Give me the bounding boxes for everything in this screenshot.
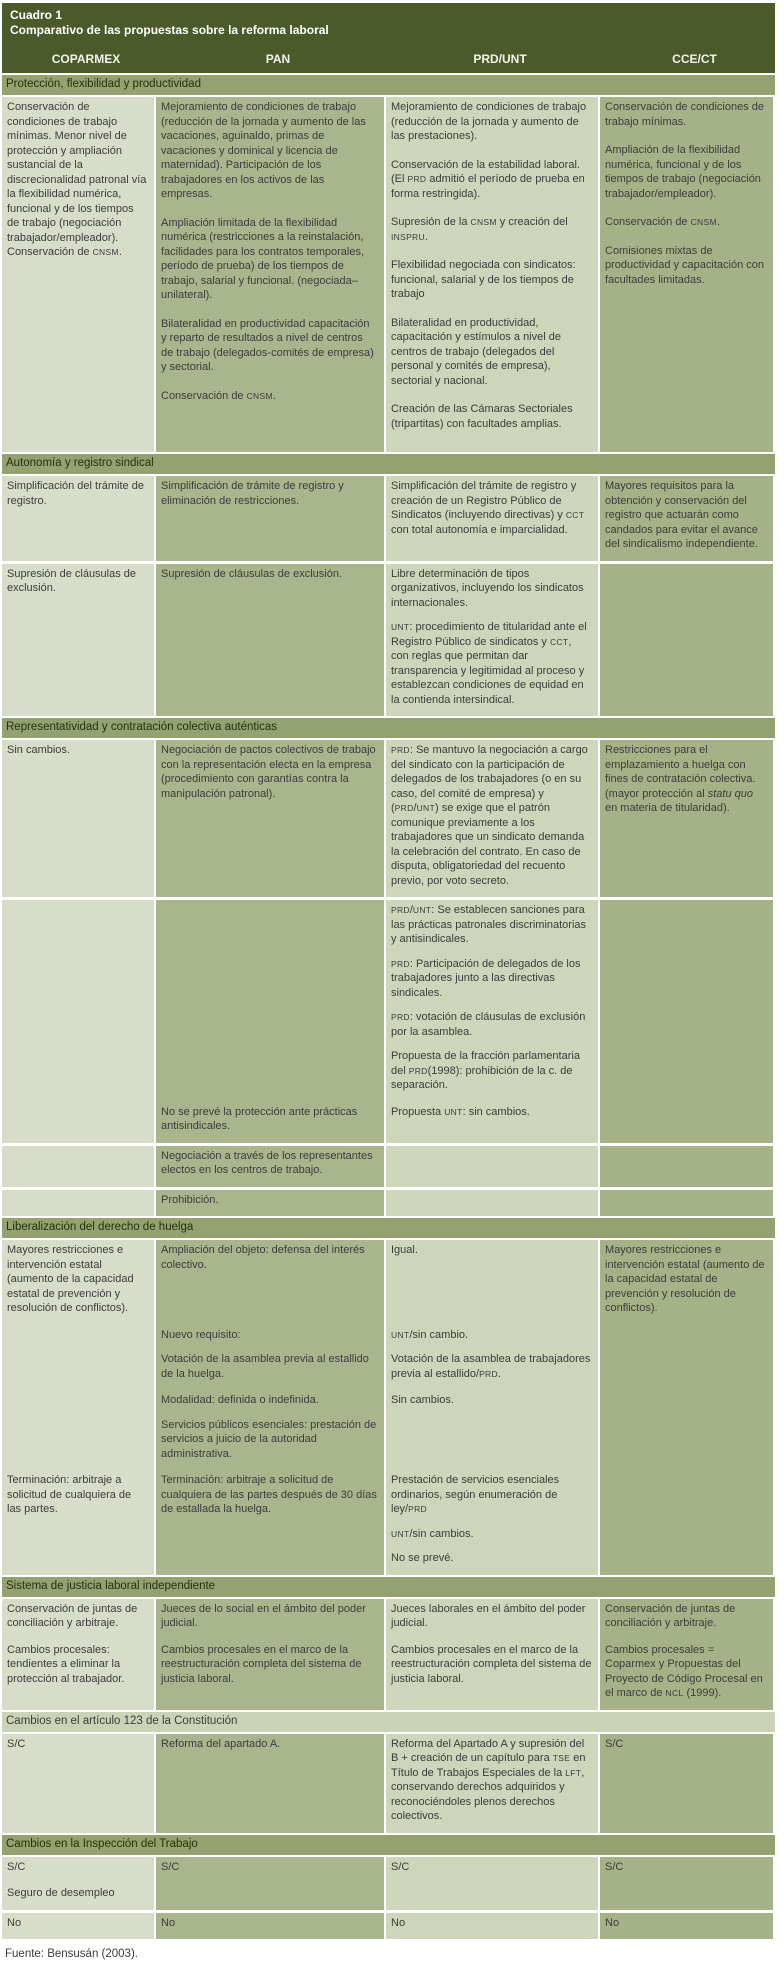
cell-paragraph: Mayores restricciones e intervención estatal (aumento de la capacidad estatal de prevención y resolución de conflictos).: [605, 1244, 765, 1314]
cell-paragraph: Bilateralidad en productividad capacitación y reparto de resultados a nivel de centros de trabajo (delegados-comités de empresa) y sectorial.: [161, 317, 374, 373]
table-cell: [600, 564, 773, 717]
cell-paragraph: Comisiones mixtas de productividad y capacitación con facultades limitadas.: [605, 244, 764, 286]
table-cell: [600, 1734, 773, 1833]
cell-paragraph: Conservación de condiciones de trabajo mínimas. Menor nivel de protección y ampliación sustancial de la discrecionalidad patronal vía la flexibilidad numérica, funcional y de los tiempos de trabajo (negociación trabajador/empleador). Conservación de CNSM.: [7, 101, 147, 258]
cell-paragraph: Propuesta UNT: sin cambios.: [391, 1105, 530, 1118]
table-cell: [156, 1470, 384, 1575]
cell-paragraph: Sin cambios.: [7, 744, 70, 756]
cell-paragraph: Libre determinación de tipos organizativos, incluyendo los sindicatos internacionales.: [391, 567, 584, 609]
cell-paragraph: Igual.: [391, 1244, 418, 1256]
cell-paragraph: Negociación de pactos colectivos de trabajo con la representación electa en la empresa (procedimiento con garantías contra la manipulación patronal).: [161, 744, 376, 800]
cell-paragraph: S/C: [605, 1860, 624, 1873]
table-cell: [600, 1190, 773, 1217]
cell-paragraph: Jueces laborales en el ámbito del poder judicial.: [391, 1602, 586, 1629]
table-cell: [2, 1190, 154, 1217]
table-row: [2, 740, 775, 897]
column-header-prd-unt: PRD/UNT: [473, 52, 527, 66]
section-header: Protección, flexibilidad y productividad: [2, 75, 775, 95]
cell-paragraph: UNT: procedimiento de titularidad ante el Registro Público de sindicatos y CCT, con reglas que permitan dar transparencia y legitimidad al proceso y establezcan condiciones de equidad en la contienda intersindical.: [391, 621, 587, 706]
table-cell: [156, 1240, 384, 1325]
table-cell: [156, 1325, 384, 1391]
cell-paragraph: Bilateralidad en productividad, capacitación y estímulos a nivel de centros de trabajo (delegados del personal y comités de empresa), sectorial y nacional.: [391, 316, 561, 387]
cell-paragraph: Ampliación del objeto: defensa del interés colectivo.: [161, 1244, 365, 1271]
table-row: [2, 1146, 775, 1187]
cell-paragraph: Ampliación limitada de la flexibilidad numérica (restricciones a la reinstalación, facilidades para los contratos temporales, período de prueba) de los tiempos de trabajo, salarial y funcional. (negociada–unilateral).: [161, 216, 364, 301]
cell-paragraph: Terminación: arbitraje a solicitud de cualquiera de las partes después de 30 días de estallada la huelga.: [161, 1474, 377, 1515]
cell-paragraph: No se prevé.: [391, 1552, 454, 1564]
table-cell: [600, 1146, 773, 1187]
cell-paragraph: Flexibilidad negociada con sindicatos: funcional, salarial y de los tiempos de trabajo: [391, 259, 576, 300]
cell-paragraph: Simplificación del trámite de registro.: [7, 480, 144, 507]
cell-paragraph: Sin cambios.: [391, 1394, 454, 1406]
cell-paragraph: Mayores restricciones e intervención estatal (aumento de la capacidad estatal de prevención y resolución de conflictos).: [7, 1244, 134, 1314]
table-cell: [600, 1640, 773, 1710]
column-headers: [10, 38, 767, 73]
cell-paragraph: S/C: [161, 1860, 180, 1873]
cell-paragraph: PRD: Participación de delegados de los trabajadores junto a las directivas sindicales.: [391, 957, 581, 999]
table-row: [2, 1470, 775, 1575]
cell-paragraph: Supresión de cláusulas de exclusión.: [161, 567, 343, 580]
cell-paragraph: No: [391, 1916, 406, 1929]
cell-paragraph: Simplificación del trámite de registro y creación de un Registro Público de Sindicatos (incluyendo directivas) y CCT con total autonomía e imparcialidad.: [391, 480, 585, 536]
table-cell: [156, 1190, 384, 1217]
table-cell: [386, 1913, 598, 1940]
source-note: Fuente: Bensusán (2003).: [0, 1939, 784, 1972]
table-row: [2, 1240, 775, 1325]
cell-paragraph: Modalidad: definida o indefinida.: [161, 1394, 319, 1406]
table-cell: [386, 1470, 598, 1575]
cell-paragraph: Conservación de CNSM.: [605, 216, 720, 228]
cell-paragraph: Mejoramiento de condiciones de trabajo (reducción de la jornada y aumento de las vacaciones, aguinaldo, primas de vacaciones y dominical y licencia de maternidad). Participación de los trabajadores en los activos de las empresas.: [161, 101, 366, 200]
cell-paragraph: S/C: [391, 1860, 410, 1873]
cell-paragraph: PRD: votación de cláusulas de exclusión por la asamblea.: [391, 1011, 586, 1038]
table-cell: [386, 1599, 598, 1640]
table-cell: [386, 1146, 598, 1187]
table-cell: [386, 1390, 598, 1470]
table-cell: [600, 1883, 773, 1910]
table-cell: [156, 564, 384, 717]
table-cell: [600, 1913, 773, 1940]
table-cell: [156, 1390, 384, 1470]
column-header-cce-ct: CCE/CT: [672, 52, 717, 66]
section-header: Cambios en el artículo 123 de la Constitución: [2, 1712, 775, 1732]
table-header: [2, 3, 775, 73]
table-cell: [600, 1857, 773, 1884]
cell-paragraph: Cambios procesales = Coparmex y Propuestas del Proyecto de Código Procesal en el marco de NCL (1999).: [605, 1643, 763, 1699]
cell-paragraph: Ampliación de la flexibilidad numérica, funcional y de los tiempos de trabajo (negociación trabajador/empleador).: [605, 144, 761, 200]
table-cell: [156, 900, 384, 1102]
table-cell: [156, 1883, 384, 1910]
table-row: [2, 900, 775, 1102]
table-row: [2, 1190, 775, 1217]
cell-paragraph: Supresión de la CNSM y creación del INSPRU.: [391, 216, 568, 243]
cell-paragraph: UNT/sin cambios.: [391, 1527, 474, 1540]
cell-paragraph: PRD/UNT: Se establecen sanciones para las prácticas patronales discriminatorias y antisindicales.: [391, 904, 587, 945]
table-cell: [600, 740, 773, 897]
table-row: [2, 1599, 775, 1640]
table-cell: [2, 1640, 154, 1710]
cell-paragraph: Conservación de la estabilidad laboral. (El PRD admitió el período de prueba en forma restringida).: [391, 158, 585, 200]
cell-paragraph: Votación de la asamblea de trabajadores previa al estallido/PRD.: [391, 1353, 591, 1380]
table-cell: [386, 1325, 598, 1391]
cell-paragraph: Prestación de servicios esenciales ordinarios, según enumeración de ley/PRD: [391, 1474, 560, 1515]
cell-paragraph: UNT/sin cambio.: [391, 1328, 469, 1341]
cell-paragraph: No: [7, 1916, 22, 1929]
cell-paragraph: Prohibición.: [161, 1193, 219, 1206]
cell-paragraph: Cambios procesales en el marco de la reestructuración completa del sistema de justicia laboral.: [391, 1643, 592, 1685]
table-row: [2, 1734, 775, 1833]
table-cell: [386, 1190, 598, 1217]
table-cell: [386, 1640, 598, 1710]
table-cell: [2, 97, 154, 452]
table-cell: [156, 1857, 384, 1884]
cell-paragraph: Conservación de condiciones de trabajo mínimas.: [605, 101, 764, 128]
table-cell: [156, 1640, 384, 1710]
table-cell: [600, 1325, 773, 1391]
cell-paragraph: Mejoramiento de condiciones de trabajo (reducción de la jornada y aumento de las prestaciones).: [391, 101, 587, 142]
table-cell: [386, 900, 598, 1102]
table-cell: [600, 1470, 773, 1575]
table-cell: [600, 900, 773, 1102]
table-title: Cuadro 1: [10, 8, 63, 22]
cell-paragraph: Reforma del Apartado A y supresión del B + creación de un capítulo para TSE en Título de Trabajos Especiales de la LFT, conservando derechos adquiridos y reconociéndoles plenos derechos colectivos.: [391, 1737, 586, 1822]
cell-paragraph: Propuesta de la fracción parlamentaria del PRD(1998): prohibición de la c. de separación.: [391, 1050, 580, 1091]
table-row: [2, 1913, 775, 1940]
table-cell: [2, 1599, 154, 1640]
column-header-pan: PAN: [265, 52, 291, 66]
cell-paragraph: S/C: [7, 1737, 26, 1750]
section-header: Representatividad y contratación colectiva auténticas: [2, 718, 775, 738]
table-cell: [2, 1146, 154, 1187]
table-cell: [600, 1240, 773, 1325]
table-row: [2, 1857, 775, 1884]
table-cell: [156, 1102, 384, 1143]
cell-paragraph: Conservación de juntas de conciliación y arbitraje.: [7, 1602, 138, 1629]
table-row: [2, 1390, 775, 1470]
table-cell: [386, 1883, 598, 1910]
cell-paragraph: Reforma del apartado A.: [161, 1737, 281, 1750]
cell-paragraph: Terminación: arbitraje a solicitud de cualquiera de las partes.: [7, 1474, 132, 1515]
cell-paragraph: Simplificación de trámite de registro y eliminación de restricciones.: [161, 480, 344, 507]
table-cell: [2, 1325, 154, 1391]
table-cell: [600, 97, 773, 452]
table-cell: [156, 740, 384, 897]
table-cell: [156, 476, 384, 561]
table-row: [2, 1325, 775, 1391]
table-cell: [386, 476, 598, 561]
table-body: [2, 75, 775, 1939]
cell-paragraph: Seguro de desempleo: [7, 1887, 115, 1899]
table-cell: [2, 1913, 154, 1940]
cell-paragraph: PRD: Se mantuvo la negociación a cargo del sindicato con la participación de delegados de los trabajadores (o en su caso, del comité de empresa) y (PRD/UNT) se exige que el patrón comunique previamente a los trabajadores que un sindicato demanda la celebración del contrato. En caso de disputa, obligatoriedad del recuento previo, por voto secreto.: [391, 744, 588, 887]
table-row: [2, 564, 775, 717]
section-header: Liberalización del derecho de huelga: [2, 1218, 775, 1238]
section-header: Cambios en la Inspección del Trabajo: [2, 1835, 775, 1855]
table-cell: [2, 1470, 154, 1575]
table-cell: [386, 1240, 598, 1325]
table-cell: [2, 1390, 154, 1470]
table-cell: [600, 476, 773, 561]
cell-paragraph: S/C: [7, 1860, 26, 1873]
cell-paragraph: Restricciones para el emplazamiento a huelga con fines de contratación colectiva. (mayor protección al statu quo en materia de titularidad).: [605, 744, 756, 814]
table-row: [2, 1640, 775, 1710]
table-cell: [2, 740, 154, 897]
section-header: Sistema de justicia laboral independiente: [2, 1577, 775, 1597]
table-cell: [2, 1857, 154, 1884]
table-cell: [156, 1913, 384, 1940]
table-row: [2, 476, 775, 561]
cell-paragraph: Servicios públicos esenciales: prestación de servicios a juicio de la autoridad administrativa.: [161, 1418, 377, 1460]
cell-paragraph: Conservación de CNSM.: [161, 389, 276, 402]
table-cell: [386, 1734, 598, 1833]
cell-paragraph: No: [161, 1916, 176, 1929]
cell-paragraph: Votación de la asamblea previa al estallido de la huelga.: [161, 1353, 369, 1380]
cell-paragraph: Creación de las Cámaras Sectoriales (tripartitas) con facultades amplias.: [391, 403, 573, 430]
cell-paragraph: Cambios procesales en el marco de la reestructuración completa del sistema de justicia laboral.: [161, 1643, 362, 1685]
table-subtitle: Comparativo de las propuestas sobre la reforma laboral: [10, 23, 329, 37]
table-cell: [386, 1102, 598, 1143]
table-cell: [156, 1734, 384, 1833]
table-cell: [2, 1883, 154, 1910]
cell-paragraph: S/C: [605, 1737, 624, 1750]
table-cell: [386, 97, 598, 452]
cell-paragraph: Cambios procesales: tendientes a eliminar la protección al trabajador.: [7, 1643, 125, 1685]
table-cell: [386, 1857, 598, 1884]
table-cell: [2, 564, 154, 717]
table-cell: [2, 1102, 154, 1143]
comparison-table: [2, 3, 775, 1939]
table-cell: [156, 97, 384, 452]
table-cell: [2, 1734, 154, 1833]
table-cell: [156, 1599, 384, 1640]
table-row: [2, 1102, 775, 1143]
section-header: Autonomía y registro sindical: [2, 454, 775, 474]
table-cell: [2, 900, 154, 1102]
cell-paragraph: Conservación de juntas de conciliación y arbitraje.: [605, 1602, 736, 1629]
cell-paragraph: Jueces de lo social en el ámbito del poder judicial.: [161, 1602, 366, 1629]
table-cell: [156, 1146, 384, 1187]
cell-paragraph: Supresión de cláusulas de exclusión.: [7, 567, 137, 594]
cell-paragraph: Negociación a través de los representantes electos en los centros de trabajo.: [161, 1149, 373, 1176]
table-cell: [600, 1102, 773, 1143]
cell-paragraph: No se prevé la protección ante prácticas antisindicales.: [161, 1105, 358, 1132]
table-cell: [2, 1240, 154, 1325]
table-cell: [386, 564, 598, 717]
table-cell: [2, 476, 154, 561]
table-row: [2, 1883, 775, 1910]
cell-paragraph: Nuevo requisito:: [161, 1328, 241, 1341]
page: [0, 3, 784, 1972]
cell-paragraph: Mayores requisitos para la obtención y conservación del registro que actuarán como candados para evitar el avance del sindicalismo independiente.: [605, 480, 758, 550]
table-cell: [600, 1390, 773, 1470]
table-cell: [600, 1599, 773, 1640]
table-row: [2, 97, 775, 452]
table-cell: [386, 740, 598, 897]
cell-paragraph: No: [605, 1916, 620, 1929]
column-header-coparmex: COPARMEX: [51, 52, 121, 66]
